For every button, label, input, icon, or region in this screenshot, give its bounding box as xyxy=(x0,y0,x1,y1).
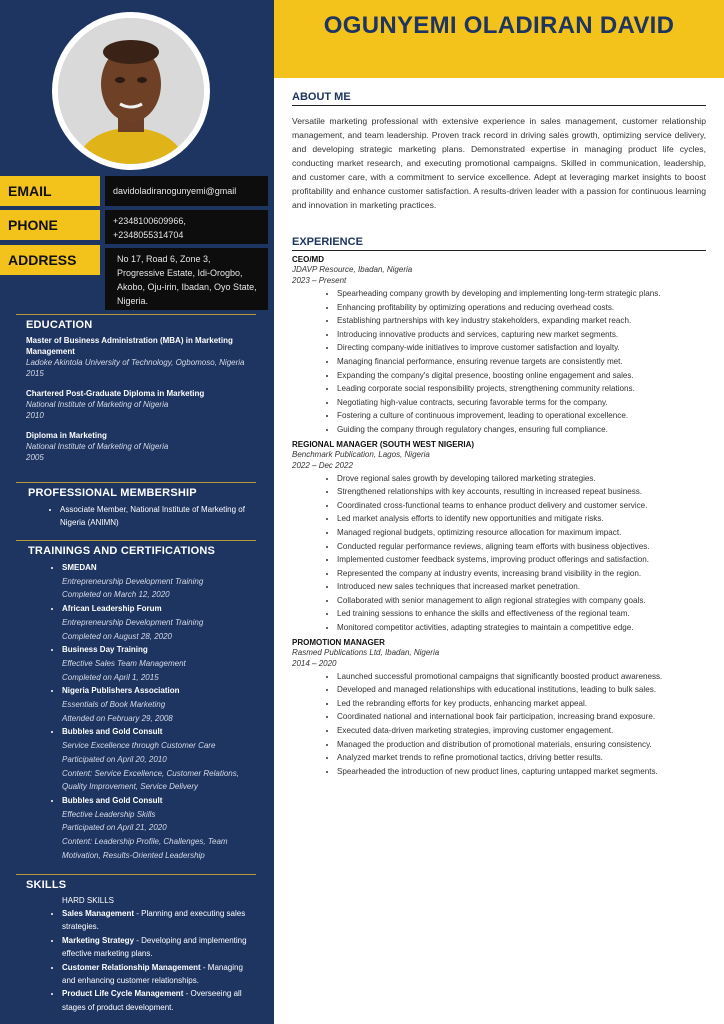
education-item xyxy=(26,430,256,463)
education-institution: Ladoke Akintola University of Technology, Ogbomoso, Nigeria xyxy=(26,358,245,367)
education-year: 2010 xyxy=(26,411,44,420)
list-item xyxy=(62,934,256,961)
list-item: • Led training sessions to enhance the skills and effectiveness of the regional team. xyxy=(337,607,706,621)
list-item: • Implemented customer feedback systems, improving product offerings and satisfaction. xyxy=(337,553,706,567)
job-dates: 2014 – 2020 xyxy=(292,658,337,668)
sidebar xyxy=(0,0,274,1024)
training-detail: Essentials of Book Marketing xyxy=(62,700,166,710)
experience-heading: EXPERIENCE xyxy=(292,236,363,248)
experience-section xyxy=(292,236,706,781)
phone-value xyxy=(105,210,268,244)
divider xyxy=(16,540,256,541)
training-org: Business Day Training xyxy=(62,645,148,655)
list-item xyxy=(62,725,256,794)
list-item xyxy=(62,602,256,643)
trainings-section xyxy=(16,540,256,862)
divider xyxy=(292,250,706,251)
job-bullets xyxy=(292,472,706,635)
trainings-list xyxy=(16,561,256,862)
skill-desc: - Overseeing all stages of product development. xyxy=(62,989,242,1012)
list-item: • Negotiating high-value contracts, securing favorable terms for the company. xyxy=(337,396,706,410)
list-item xyxy=(62,643,256,684)
training-detail: Service Excellence through Customer Care xyxy=(62,741,216,751)
divider xyxy=(16,874,256,875)
list-item: • Conducted regular performance reviews, aligning team efforts with business objectives. xyxy=(337,540,706,554)
list-item: • Associate Member, National Institute of Marketing of Nigeria (ANIMN) xyxy=(60,503,256,529)
list-item xyxy=(62,794,256,863)
job-dates: 2022 – Dec 2022 xyxy=(292,460,353,470)
list-item: • Analyzed market trends to refine promotional tactics, driving better results. xyxy=(337,751,706,765)
membership-section xyxy=(16,482,256,529)
list-item: • Represented the company at industry events, increasing brand visibility in the region. xyxy=(337,567,706,581)
skill-name: Product Life Cycle Management xyxy=(62,989,184,999)
divider xyxy=(16,482,256,483)
list-item: • Led the rebranding efforts for key products, enhancing market appeal. xyxy=(337,697,706,711)
education-institution: National Institute of Marketing of Nigeria xyxy=(26,400,169,409)
training-detail: Entrepreneurship Development Training xyxy=(62,617,204,627)
job-company: Benchmark Publication, Lagos, Nigeria xyxy=(292,449,430,459)
training-detail: Completed on August 28, 2020 xyxy=(62,631,173,641)
education-year: 2015 xyxy=(26,369,44,378)
membership-list xyxy=(16,503,256,529)
training-detail: Content: Service Excellence, Customer Relations, Quality Improvement, Service Delivery xyxy=(62,768,239,792)
list-item: • Spearheaded the introduction of new product lines, capturing untapped market segments. xyxy=(337,765,706,779)
training-detail: Completed on March 12, 2020 xyxy=(62,590,170,600)
training-detail: Completed on April 1, 2015 xyxy=(62,672,159,682)
profile-photo-frame xyxy=(52,12,210,170)
skill-desc: - Planning and executing sales strategies. xyxy=(62,909,246,932)
membership-heading: PROFESSIONAL MEMBERSHIP xyxy=(28,487,197,499)
training-detail: Participated on April 20, 2010 xyxy=(62,754,167,764)
job-company: Rasmed Publications Ltd, Ibadan, Nigeria xyxy=(292,647,440,657)
portrait-illustration xyxy=(58,18,204,164)
job-bullets xyxy=(292,287,706,437)
skill-name: Sales Management xyxy=(62,909,135,918)
list-item: • Managed regional budgets, optimizing resource allocation for maximum impact. xyxy=(337,526,706,540)
list-item: • Enhancing profitability by optimizing operations and reducing overhead costs. xyxy=(337,301,706,315)
trainings-heading: TRAININGS AND CERTIFICATIONS xyxy=(28,545,216,557)
training-org: African Leadership Forum xyxy=(62,604,162,614)
training-detail: Content: Leadership Profile, Challenges, Team Motivation, Results-Oriented Leadership xyxy=(62,837,228,860)
education-item xyxy=(26,335,256,379)
list-item: • Coordinated national and international book fair participation, increasing brand exposure. xyxy=(337,710,706,724)
list-item: • Collaborated with senior management to align regional strategies with company goals. xyxy=(337,594,706,608)
list-item: • Expanding the company's digital presence, boosting online engagement and sales. xyxy=(337,369,706,383)
about-section xyxy=(292,91,706,212)
list-item: • Managed the production and distribution of promotional materials, ensuring consistency. xyxy=(337,738,706,752)
education-title: Chartered Post-Graduate Diploma in Marketing xyxy=(26,389,205,398)
list-item: • Developed and managed relationships with educational institutions, leading to bulk sales. xyxy=(337,683,706,697)
list-item: • Launched successful promotional campaigns that significantly boosted product awareness. xyxy=(337,670,706,684)
address-label: ADDRESS xyxy=(0,245,100,275)
training-detail: Effective Leadership Skills xyxy=(62,809,156,819)
job-entry xyxy=(292,638,706,779)
list-item: • Managing financial performance, ensuring revenue targets are consistently met. xyxy=(337,355,706,369)
list-item: • Directing company-wide initiatives to improve customer satisfaction and loyalty. xyxy=(337,341,706,355)
header-banner xyxy=(274,0,724,78)
job-title: CEO/MD xyxy=(292,255,324,264)
training-org: SMEDAN xyxy=(62,563,97,572)
list-item: • Introducing innovative products and services, capturing new market segments. xyxy=(337,328,706,342)
job-entry xyxy=(292,440,706,635)
about-heading: ABOUT ME xyxy=(292,91,351,103)
list-item: • Monitored competitor activities, adapting strategies to maintain a competitive edge. xyxy=(337,621,706,635)
email-value: davidoladiranogunyemi@gmail xyxy=(105,176,268,206)
list-item: • Guiding the company through regulatory changes, ensuring full compliance. xyxy=(337,423,706,437)
hard-skills-subheading: HARD SKILLS xyxy=(62,896,115,905)
phone-number-2: +2348055314704 xyxy=(113,230,184,240)
education-title: Master of Business Administration (MBA) in Marketing Management xyxy=(26,336,233,356)
job-title: PROMOTION MANAGER xyxy=(292,637,385,647)
skill-name: Customer Relationship Management xyxy=(62,962,201,972)
list-item: • Introduced new sales techniques that increased market penetration. xyxy=(337,580,706,594)
profile-photo xyxy=(58,18,204,164)
job-entry xyxy=(292,255,706,437)
list-item xyxy=(62,561,256,602)
education-heading: EDUCATION xyxy=(26,319,93,331)
training-org: Bubbles and Gold Consult xyxy=(62,795,163,805)
training-detail: Effective Sales Team Management xyxy=(62,658,186,668)
job-bullets xyxy=(292,670,706,779)
divider xyxy=(292,105,706,106)
phone-label: PHONE xyxy=(0,210,100,240)
training-org: Nigeria Publishers Association xyxy=(62,686,180,696)
education-title: Diploma in Marketing xyxy=(26,431,107,440)
list-item: • Led market analysis efforts to identify new opportunities and mitigate risks. xyxy=(337,512,706,526)
about-text: Versatile marketing professional with extensive experience in sales management, customer relationship management, and team leadership. Proven track record in driving sales growth, optimizing service delivery, and developing strategic marketing plans. Demonstrated expertise in managing product life cycles, conducting market research, and executing promotional campaigns. Skilled in communication, leadership, and customer care, with a commitment to service excellence. Adept at leveraging market insights to boost profitability and enhance customer satisfaction. A results-driven leader with a passion for continuous learning and innovation in marketing practices. xyxy=(292,116,706,210)
training-detail: Attended on February 29, 2008 xyxy=(62,713,173,723)
list-item: • Leading corporate social responsibility projects, strengthening community relations. xyxy=(337,382,706,396)
training-org: Bubbles and Gold Consult xyxy=(62,727,163,737)
list-item: • Fostering a culture of continuous improvement, leading to operational excellence. xyxy=(337,409,706,423)
list-item xyxy=(62,987,256,1014)
address-value: No 17, Road 6, Zone 3, Progressive Estate, Idi-Orogbo, Akobo, Oju-irin, Ibadan, Oyo State, Nigeria. xyxy=(105,248,268,310)
skill-name: Marketing Strategy xyxy=(62,935,135,945)
job-company: JDAVP Resource, Ibadan, Nigeria xyxy=(292,265,413,274)
divider xyxy=(16,314,256,315)
education-item xyxy=(26,388,256,421)
list-item: • Coordinated cross-functional teams to enhance product delivery and customer service. xyxy=(337,499,706,513)
list-item xyxy=(62,684,256,725)
list-item: • Establishing partnerships with key industry stakeholders, expanding market reach. xyxy=(337,314,706,328)
resume-name: OGUNYEMI OLADIRAN DAVID xyxy=(323,12,675,39)
education-section xyxy=(16,314,256,472)
skills-section xyxy=(16,874,256,1014)
list-item: • Strengthened relationships with key accounts, resulting in increased repeat business. xyxy=(337,485,706,499)
list-item xyxy=(62,907,256,934)
training-detail: Participated on April 21, 2020 xyxy=(62,823,167,833)
skill-desc: - Managing and enhancing customer relationships. xyxy=(62,962,243,986)
skill-desc: - Developing and implementing effective marketing plans. xyxy=(62,935,247,959)
training-detail: Entrepreneurship Development Training xyxy=(62,576,204,586)
list-item: • Drove regional sales growth by developing tailored marketing strategies. xyxy=(337,472,706,486)
job-dates: 2023 – Present xyxy=(292,276,347,285)
phone-number-1: +2348100609966, xyxy=(113,216,186,226)
list-item: • Executed data-driven marketing strategies, improving customer engagement. xyxy=(337,724,706,738)
list-item xyxy=(62,961,256,988)
job-title: REGIONAL MANAGER (SOUTH WEST NIGERIA) xyxy=(292,439,475,449)
skills-heading: SKILLS xyxy=(26,879,67,891)
email-label: EMAIL xyxy=(0,176,100,206)
education-year: 2005 xyxy=(26,453,44,462)
skills-list xyxy=(16,907,256,1014)
list-item: • Spearheading company growth by developing and implementing long-term strategic plans. xyxy=(337,287,706,301)
education-institution: National Institute of Marketing of Nigeria xyxy=(26,442,169,451)
